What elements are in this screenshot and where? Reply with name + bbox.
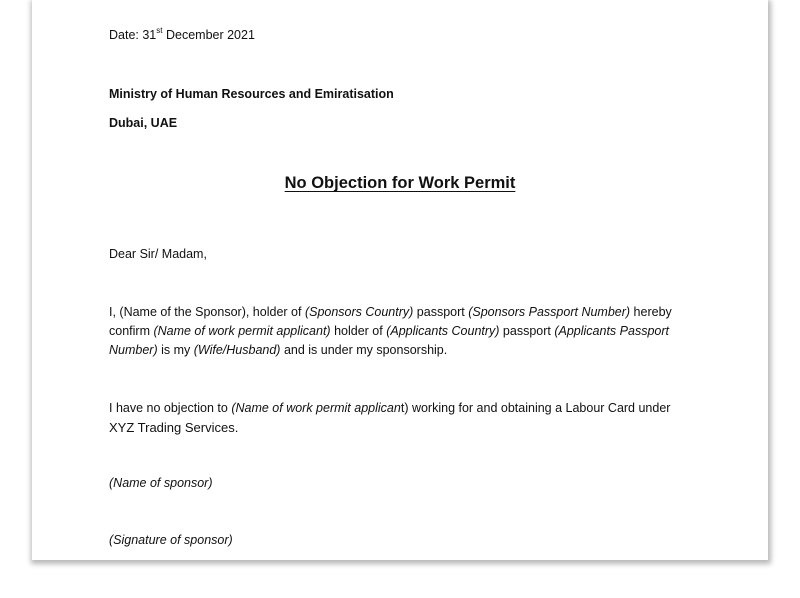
letter-title: No Objection for Work Permit <box>284 174 516 192</box>
sponsor-signature: (Signature of sponsor) <box>109 533 233 547</box>
recipient-name: Ministry of Human Resources and Emiratisation <box>109 87 394 101</box>
salutation: Dear Sir/ Madam, <box>109 247 207 261</box>
letter-date: Date: 31st December 2021 <box>109 25 255 42</box>
recipient-location: Dubai, UAE <box>109 116 178 130</box>
letter-page <box>32 0 768 560</box>
paragraph-confirmation: I, (Name of the Sponsor), holder of (Sponsors Country) passport (Sponsors Passport Number) hereby confirm (Name of work permit applicant) holder of (Applicants Country) passport (Applicants Passport Number) is my (Wife/Husband) and is under my sponsorship. <box>109 305 672 357</box>
sponsor-name: (Name of sponsor) <box>109 476 213 490</box>
paragraph-no-objection: I have no objection to (Name of work permit applicant) working for and obtaining a Labour Card under XYZ Trading Services. <box>109 401 671 435</box>
